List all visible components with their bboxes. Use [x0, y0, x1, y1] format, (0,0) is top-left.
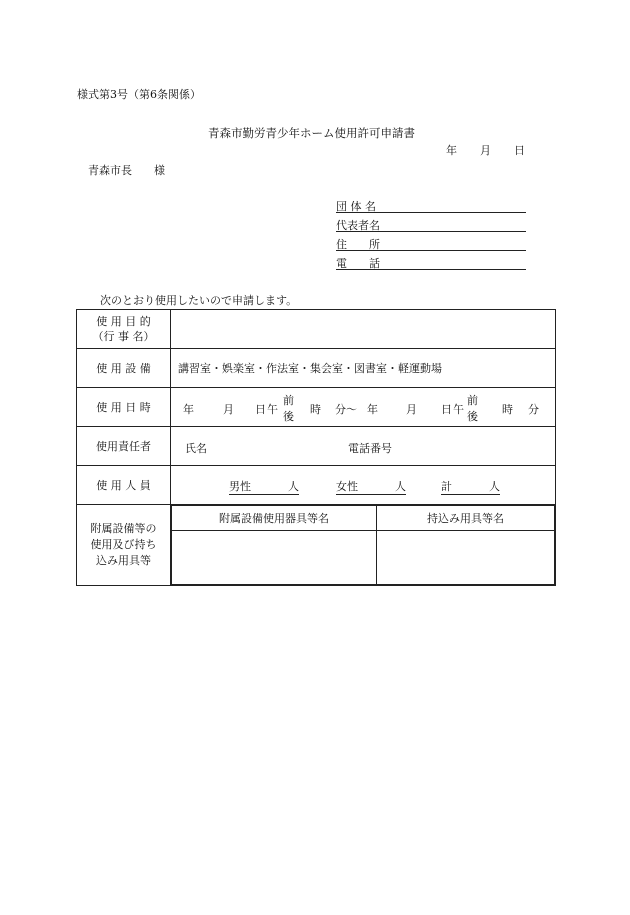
dt-month: 月: [223, 402, 234, 416]
people-label: 使 用 人 員: [77, 466, 171, 505]
total-count[interactable]: [441, 478, 500, 495]
dt-day: 日: [255, 402, 266, 416]
female-unit: 人: [395, 479, 406, 493]
male-unit: 人: [288, 479, 299, 493]
phone-number-label: 電話番号: [348, 441, 392, 455]
female-label: 女性: [336, 479, 358, 493]
dt-tilde: 〜: [346, 402, 357, 416]
row-people: [77, 466, 556, 505]
responsible-label: 使用責任者: [77, 427, 171, 466]
total-label: 計: [441, 479, 452, 493]
dt-ampm-bottom: 後: [283, 409, 294, 423]
dt-minute: 分: [335, 402, 346, 416]
equipment-cell: [171, 505, 556, 586]
dt-month2: 月: [406, 402, 417, 416]
dt-hour2: 時: [502, 402, 513, 416]
equipment-label: [77, 505, 171, 586]
total-unit: 人: [489, 479, 500, 493]
dt-minute2: 分: [528, 402, 539, 416]
row-responsible: [77, 427, 556, 466]
equip-col1-input[interactable]: [172, 531, 377, 585]
name-label: 氏名: [185, 441, 207, 455]
intro-text: 次のとおり使用したいので申請します。: [100, 294, 298, 307]
datetime-input[interactable]: [171, 388, 556, 427]
date-month: 月: [480, 144, 491, 157]
equipment-subtable: [171, 505, 555, 585]
equip-col1-header: 附属設備使用器具等名: [172, 506, 377, 531]
representative-label: 代表者名: [336, 219, 380, 232]
purpose-label: [77, 310, 171, 349]
equip-label-line2: 使用及び持ち: [90, 538, 157, 551]
row-facility: [77, 349, 556, 388]
application-table: [76, 309, 556, 586]
form-number: 様式第3号（第6条関係）: [77, 88, 201, 101]
facility-options[interactable]: 講習室・娯楽室・作法室・集会室・図書室・軽運動場: [171, 349, 556, 388]
female-count[interactable]: [336, 478, 406, 495]
equip-label-line3: 込み用具等: [96, 554, 151, 567]
datetime-label: 使 用 日 時: [77, 388, 171, 427]
page-title: 青森市勤労青少年ホーム使用許可申請書: [208, 126, 415, 140]
row-datetime: [77, 388, 556, 427]
people-input[interactable]: [171, 466, 556, 505]
dt-noon2: 午: [453, 402, 464, 416]
group-name-field[interactable]: [336, 198, 526, 213]
dt-ampm-bottom2: 後: [467, 409, 478, 423]
dt-year2: 年: [367, 402, 378, 416]
address-field[interactable]: [336, 236, 526, 251]
date-year: 年: [446, 144, 457, 157]
address-label: 住 所: [336, 238, 380, 251]
dt-noon: 午: [267, 402, 278, 416]
date-day: 日: [514, 144, 525, 157]
responsible-input[interactable]: [171, 427, 556, 466]
equip-col2-header: 持込み用具等名: [377, 506, 555, 531]
equip-col2-input[interactable]: [377, 531, 555, 585]
group-name-label: 団 体 名: [336, 200, 376, 213]
row-purpose: [77, 310, 556, 349]
equip-label-line1: 附属設備等の: [90, 522, 157, 535]
dt-ampm-top2: 前: [467, 393, 478, 407]
purpose-label-line2: （行 事 名）: [92, 330, 155, 343]
representative-field[interactable]: [336, 217, 526, 232]
male-label: 男性: [229, 479, 251, 493]
phone-label: 電 話: [336, 257, 380, 270]
row-equipment: [77, 505, 556, 586]
dt-year: 年: [183, 402, 194, 416]
facility-label: 使 用 設 備: [77, 349, 171, 388]
purpose-input[interactable]: [171, 310, 556, 349]
male-count[interactable]: [229, 478, 299, 495]
purpose-label-line1: 使 用 目 的: [96, 315, 151, 328]
phone-field[interactable]: [336, 255, 526, 270]
dt-ampm-top: 前: [283, 393, 294, 407]
addressee: 青森市長 様: [88, 164, 165, 177]
dt-hour: 時: [310, 402, 321, 416]
dt-day2: 日: [441, 402, 452, 416]
